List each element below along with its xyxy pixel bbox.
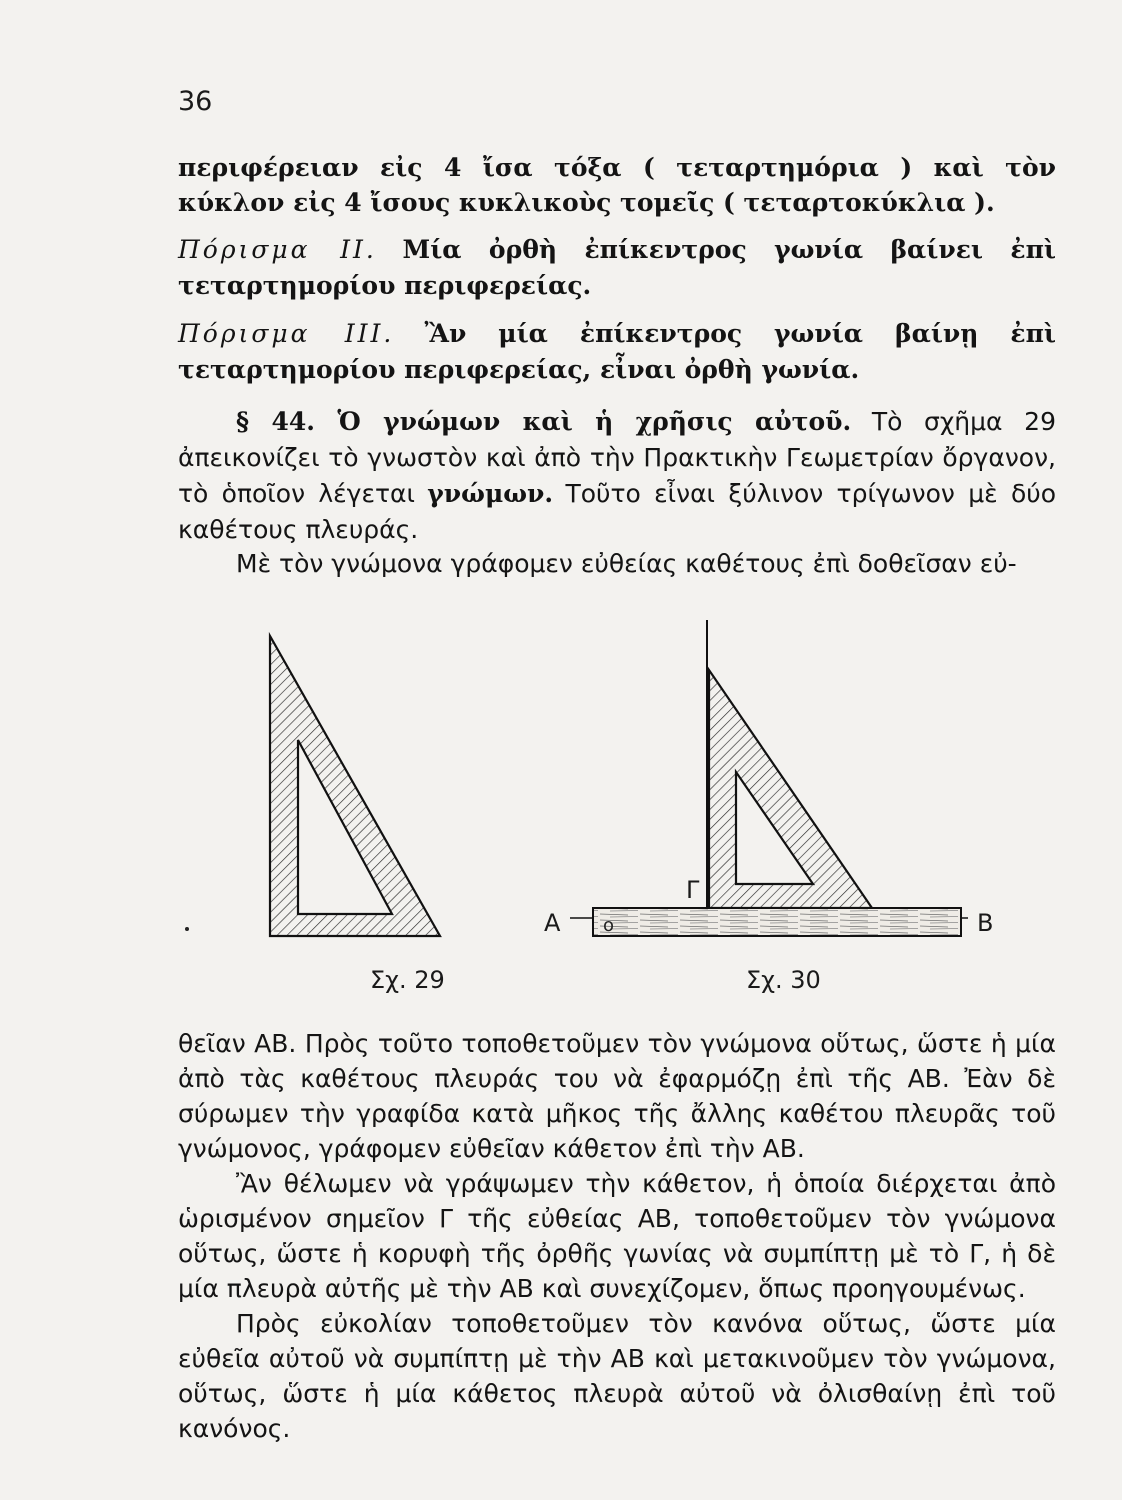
- corollary-3: [178, 316, 1056, 388]
- fig30-set-square: [709, 670, 872, 908]
- stray-dot: [185, 927, 189, 931]
- fig30-ruler: [593, 908, 961, 936]
- paragraph-perpendicular-through-point: Ἂν θέλωμεν νὰ γράψωμεν τὴν κάθετον, ἡ ὁποία διέρχεται ἀπὸ ὡρισμένον σημεῖον Γ τῆς εὐθείας ΑΒ, τοποθετοῦμεν τὸν γνώμονα οὕτως, ὥστε ἡ κορυφὴ τῆς ὀρθῆς γωνίας νὰ συμπίπτῃ μὲ τὸ Γ, ἡ δὲ μία πλευρὰ αὐτῆς μὲ τὴν ΑΒ καὶ συνεχίζομεν, ὅπως προηγουμένως.: [178, 1169, 1056, 1303]
- figures-29-30: [0, 618, 1122, 998]
- fig30-point-a: Α: [544, 909, 561, 937]
- section-44-paragraph: [178, 404, 1056, 548]
- paragraph-perpendicular-method: θεῖαν ΑΒ. Πρὸς τοῦτο τοποθετοῦμεν τὸν γνώμονα οὕτως, ὥστε ἡ μία ἀπὸ τὰς καθέτους πλευράς του νὰ ἐφαρμόζῃ ἐπὶ τῆς ΑΒ. Ἐὰν δὲ σύρωμεν τὴν γραφίδα κατὰ μῆκος τῆς ἄλλης καθέτου πλευρᾶς τοῦ γνώμονος, γράφομεν εὐθεῖαν κάθετον ἐπὶ τὴν ΑΒ.: [178, 1029, 1056, 1163]
- paragraph-ruler-tip: Πρὸς εὐκολίαν τοποθετοῦμεν τὸν κανόνα οὕτως, ὥστε μία εὐθεῖα αὐτοῦ νὰ συμπίπτῃ μὲ τὴν ΑΒ καὶ μετακινοῦμεν τὸν γνώμονα, οὕτως, ὥστε ἡ μία κάθετος πλευρὰ αὐτοῦ νὰ ὀλισθαίνῃ ἐπὶ τοῦ κανόνος.: [178, 1309, 1056, 1443]
- fig30-point-g: Γ: [686, 876, 700, 904]
- corollary-2-label: Πόρισμα ΙΙ.: [178, 235, 377, 264]
- section-44-heading: § 44. Ὁ γνώμων καὶ ἡ χρῆσις αὐτοῦ.: [236, 407, 852, 436]
- page-number: 36: [178, 86, 213, 117]
- paragraph-perpendicular-intro: Μὲ τὸν γνώμονα γράφομεν εὐθείας καθέτους ἐπὶ δοθεῖσαν εὐ-: [236, 549, 1017, 578]
- fig29-set-square: [270, 636, 440, 936]
- corollary-3-label: Πόρισμα ΙΙΙ.: [178, 319, 395, 348]
- fig30-point-b: Β: [977, 909, 994, 937]
- section-44-text-b: Τοῦτο εἶναι ξύλινον τρίγωνον μὲ δύο καθέτους πλευράς.: [178, 479, 1056, 544]
- section-44-text-a: Τὸ σχῆμα 29 ἀπεικονίζει τὸ γνωστὸν καὶ ἀπὸ τὴν Πρακτικὴν Γεωμετρίαν ὄργανον, τὸ ὁποῖον λέγεται: [178, 407, 1056, 508]
- fig30-ruler-mark: o: [603, 915, 615, 936]
- corollary-3-text: Ἂν μία ἐπίκεντρος γωνία βαίνῃ ἐπὶ τεταρτημορίου περιφερείας, εἶναι ὀρθὴ γωνία.: [178, 319, 1056, 384]
- corollary-2-text: Μία ὀρθὴ ἐπίκεντρος γωνία βαίνει ἐπὶ τεταρτημορίου περιφερείας.: [178, 235, 1057, 300]
- fig30-caption: Σχ. 30: [746, 966, 821, 994]
- paragraph-circle-division: περιφέρειαν εἰς 4 ἴσα τόξα ( τεταρτημόρια ) καὶ τὸν κύκλον εἰς 4 ἴσους κυκλικοὺς τομεῖς ( τεταρτοκύκλια ).: [178, 153, 1056, 217]
- fig29-caption: Σχ. 29: [370, 966, 445, 994]
- gnomon-term: γνώμων.: [427, 479, 554, 508]
- corollary-2: [178, 232, 1056, 304]
